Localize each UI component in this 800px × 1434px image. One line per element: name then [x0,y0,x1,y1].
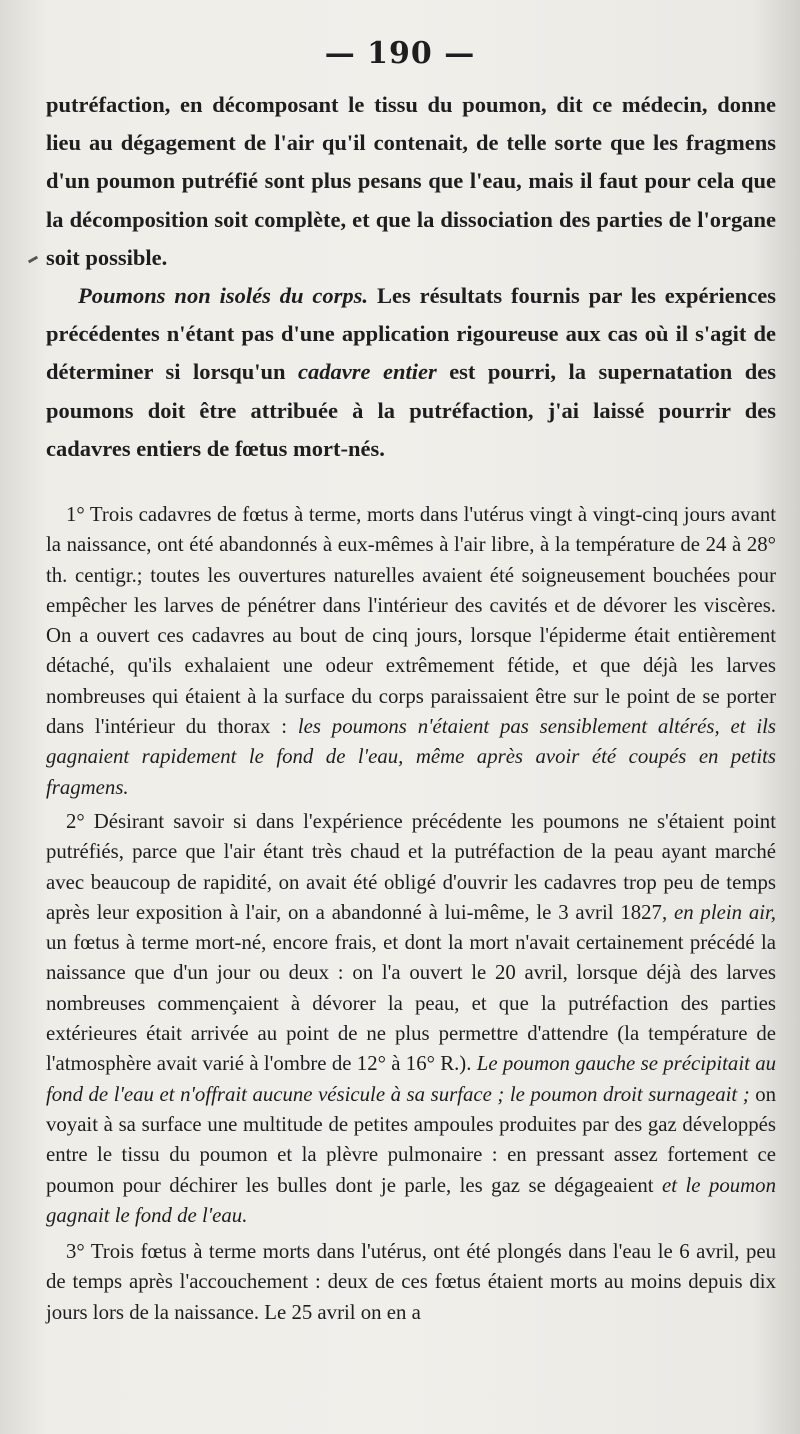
intro-paragraph-2-italic: cadavre entier [298,359,437,385]
experiment-2 [46,807,776,1231]
experiment-2-text-a: 2° Désirant savoir si dans l'expérience précédente les poumons ne s'étaient point putréfiés, parce que l'air étant très chaud et la putréfaction de la peau ayant marché avec beaucoup de rapidité, on avait été obligé d'ouvrir les cadavres trop peu de temps après leur exposition à l'air, on a abandonné à lui-même, le 3 avril 1827, [46,809,776,924]
experiment-2-text-b: un fœtus à terme mort-né, encore frais, et dont la mort n'avait certainement précédé la naissance que d'un jour ou deux : on l'a ouvert le 20 avril, lorsque déjà des larves nombreuses commençaient à dévorer la peau, et que la putréfaction des parties extérieures était arrivée au point de ne plus permettre d'attendre (la température de l'atmosphère avait varié à l'ombre de 12° à 16° R.). [46,931,776,1076]
intro-paragraph-2-text-b: est pourri, la supernatation des poumons doit être attribuée à la putréfaction, j'ai laissé pourrir des cadavres entiers de fœtus mort-nés. [46,359,776,461]
intro-paragraph-1: putréfaction, en décomposant le tissu du poumon, dit ce médecin, donne lieu au dégagement de l'air qu'il contenait, de telle sorte que les fragmens d'un poumon putréfié sont plus pesans que l'eau, mais il faut pour cela que la décomposition soit complète, et que la dissociation des parties de l'organe soit possible. [46,92,776,270]
intro-section [46,86,776,468]
experiment-1-italic: les poumons n'étaient pas sensiblement altérés, et ils gagnaient rapidement le fond de l'eau, même après avoir été coupés en petits fragmens. [46,715,776,799]
page-number: — 190 — [324,36,476,71]
margin-mark [28,256,38,264]
experiment-2-italic-1: en plein air, [673,900,776,924]
intro-paragraph-2-text-a: Les résultats fournis par les expériences précédentes n'étant pas d'une application rigoureuse aux cas où il s'agit de déterminer si lorsqu'un [46,283,776,385]
experiment-2-italic-2: Le poumon gauche se précipitait au fond de l'eau et n'offrait aucune vésicule à sa surface ; le poumon droit surnageait ; [46,1052,777,1106]
experiment-2-italic-3: et le poumon gagnait le fond de l'eau. [46,1173,776,1227]
experiment-1-text: 1° Trois cadavres de fœtus à terme, morts dans l'utérus vingt à vingt-cinq jours avant la naissance, ont été abandonnés à eux-mêmes à l'air libre, à la température de 24 à 28° th. centigr.; toutes les ouvertures naturelles avaient été soigneusement bouchées pour empêcher les larves de pénétrer dans l'intérieur des cavités et de dévorer les viscères. On a ouvert ces cadavres au bout de cinq jours, lorsque l'épiderme était entièrement détaché, qu'ils exhalaient une odeur extrêmement fétide, et que déjà les larves nombreuses qui étaient à la surface du corps paraissaient être sur le point de se porter dans l'intérieur du thorax : [46,503,776,739]
experiment-3: 3° Trois fœtus à terme morts dans l'utérus, ont été plongés dans l'eau le 6 avril, peu de temps après l'accouchement : deux de ces fœtus étaient morts au moins depuis dix jours lors de la naissance. Le 25 avril on en a [46,1240,776,1324]
section-heading: Poumons non isolés du corps. [78,283,369,309]
intro-paragraph-2 [46,277,776,468]
experiment-1 [46,500,776,803]
experiment-2-text-c: on voyait à sa surface une multitude de petites ampoules produites par des gaz développés entre le tissu du poumon et la plèvre pulmonaire : en pressant assez fortement ce poumon pour déchirer les bulles dont je parle, les gaz se dégageaient [46,1082,776,1197]
experiments-section [46,500,776,1328]
